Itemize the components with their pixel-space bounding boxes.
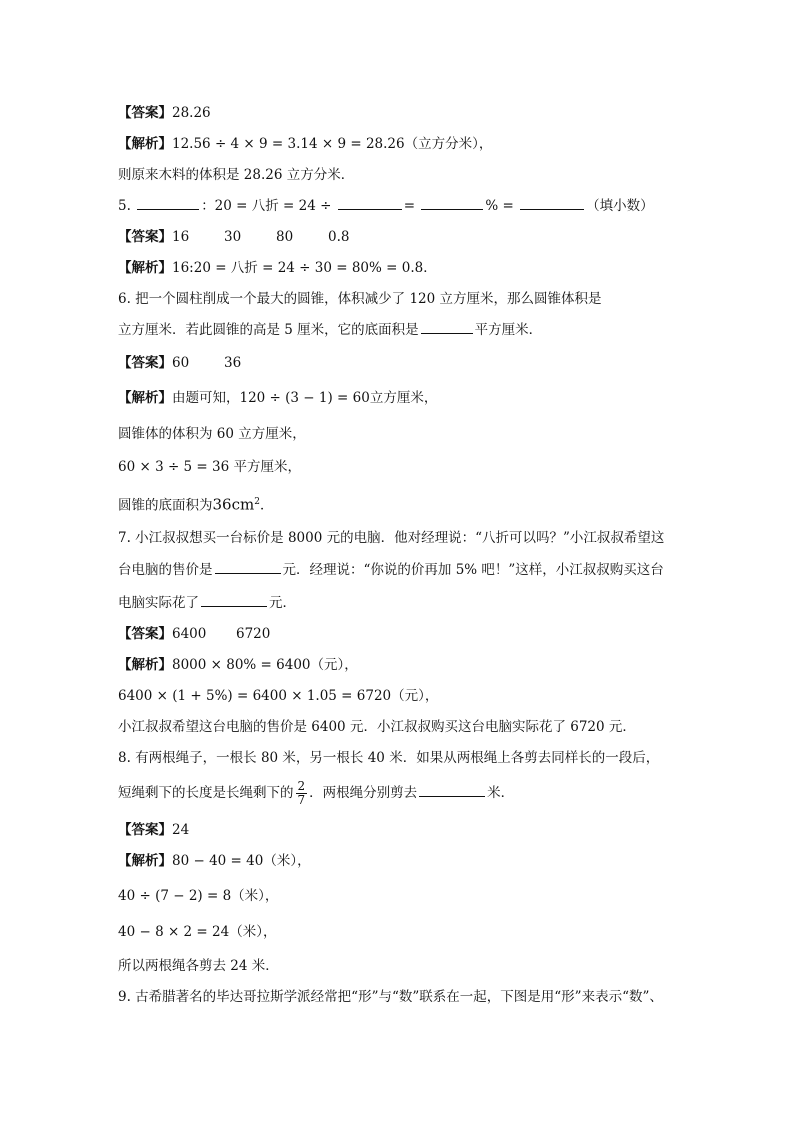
q5-answer-4: 0.8 — [328, 229, 350, 245]
q7-analysis-text: 8000 × 80% = 6400（元）， — [172, 657, 358, 673]
q6-step4-a: 圆锥的底面积为 — [118, 497, 213, 514]
q6-line2-a: 立方厘米．若此圆锥的高是 5 厘米，它的底面积是 — [118, 322, 419, 338]
q5-part3: % = — [485, 198, 514, 214]
q7-blank-2[interactable] — [201, 594, 267, 607]
q8-analysis — [118, 852, 311, 870]
q7-analysis — [118, 656, 358, 674]
q4-answer-value: 28.26 — [172, 105, 211, 121]
q7-blank-1[interactable] — [215, 561, 281, 574]
q9-question-line1: 9. 古希腊著名的毕达哥拉斯学派经常把“形”与“数”联系在一起，下图是用“形”来表示“数”、 — [118, 989, 663, 1005]
answer-label: 【答案】 — [118, 105, 172, 121]
q8-fraction-denominator: 7 — [297, 793, 306, 807]
q5-analysis — [118, 259, 437, 277]
q8-line2-c: 米． — [487, 785, 515, 801]
q5-answer-1: 16 — [172, 229, 190, 245]
q7-answer-1: 6400 — [172, 626, 207, 642]
q4-analysis-text: 12.56 ÷ 4 × 9 = 3.14 × 9 = 28.26（立方分米）， — [172, 136, 493, 152]
answer-label: 【答案】 — [118, 626, 172, 642]
q6-question-line1: 6. 把一个圆柱削成一个最大的圆锥，体积减少了 120 立方厘米，那么圆锥体积是 — [118, 291, 602, 307]
q7-conclusion: 小江叔叔希望这台电脑的售价是 6400 元．小江叔叔购买这台电脑实际花了 6720 元． — [118, 719, 636, 735]
answer-label: 【答案】 — [118, 229, 172, 245]
analysis-label: 【解析】 — [118, 136, 172, 152]
q8-fraction — [296, 780, 308, 807]
q4-analysis — [118, 135, 492, 153]
q5-number: 5. — [118, 198, 131, 214]
q5-blank-4[interactable] — [520, 197, 584, 210]
q8-conclusion: 所以两根绳各剪去 24 米． — [118, 958, 279, 974]
q7-line2-a: 台电脑的售价是 — [118, 562, 213, 578]
q7-question-line2 — [118, 561, 664, 579]
q7-line3-b: 元． — [269, 595, 296, 611]
analysis-label: 【解析】 — [118, 657, 172, 673]
analysis-label: 【解析】 — [118, 390, 172, 406]
q6-step4 — [118, 493, 273, 515]
q6-line2-b: 平方厘米． — [474, 322, 543, 338]
q7-answer-2: 6720 — [236, 626, 271, 642]
q5-answer-2: 30 — [224, 229, 242, 245]
q7-question-line3 — [118, 594, 296, 612]
q5-blank-3[interactable] — [421, 197, 483, 210]
q6-question-line2 — [118, 321, 542, 339]
q6-area-value: 36cm — [212, 495, 255, 514]
q8-question-line2 — [118, 780, 514, 807]
q6-analysis — [118, 389, 437, 407]
q6-step3: 60 × 3 ÷ 5 = 36 平方厘米， — [118, 459, 302, 475]
q5-analysis-text: 16:20 = 八折 = 24 ÷ 30 = 80% = 0.8． — [172, 260, 437, 276]
q8-blank[interactable] — [419, 784, 485, 797]
q6-blank[interactable] — [421, 321, 473, 334]
q4-answer — [118, 104, 211, 122]
analysis-label: 【解析】 — [118, 853, 172, 869]
q8-line2-a: 短绳剩下的长度是长绳剩下的 — [118, 785, 294, 801]
q5-blank-2[interactable] — [338, 197, 402, 210]
q5-blank-1[interactable] — [137, 197, 199, 210]
q6-answer — [118, 354, 276, 372]
q6-analysis-text: 由题可知，120 ÷ (3 − 1) = 60立方厘米， — [172, 390, 438, 406]
q5-part2: = — [403, 198, 416, 214]
q6-step4-c: ． — [259, 497, 274, 514]
q8-step3: 40 − 8 × 2 = 24（米）， — [118, 924, 277, 940]
q8-answer-value: 24 — [172, 822, 190, 838]
q7-question-line1: 7. 小江叔叔想买一台标价是 8000 元的电脑．他对经理说：“八折可以吗？”小江叔叔希望这 — [118, 530, 665, 546]
q5-part1: ：20 = 八折 = 24 ÷ — [201, 198, 332, 214]
q6-answer-2: 36 — [224, 355, 242, 371]
q8-step2: 40 ÷ (7 − 2) = 8（米）， — [118, 888, 279, 904]
answer-label: 【答案】 — [118, 822, 172, 838]
q7-line2-b: 元．经理说：“你说的价再加 5% 吧！”这样，小江叔叔购买这台 — [282, 562, 664, 578]
q8-fraction-numerator: 2 — [297, 779, 306, 793]
q6-step2: 圆锥体的体积为 60 立方厘米， — [118, 426, 306, 442]
q7-step2: 6400 × (1 + 5%) = 6400 × 1.05 = 6720（元）， — [118, 688, 439, 704]
q7-line3-a: 电脑实际花了 — [118, 595, 199, 611]
q5-question — [118, 197, 654, 215]
q5-part4: （填小数） — [586, 198, 654, 214]
q5-answer — [118, 228, 380, 246]
q8-question-line1: 8. 有两根绳子，一根长 80 米，另一根长 40 米．如果从两根绳上各剪去同样长的一段后， — [118, 750, 660, 766]
q8-answer — [118, 821, 189, 839]
q5-answer-3: 80 — [276, 229, 294, 245]
q8-analysis-text: 80 − 40 = 40（米）， — [172, 853, 311, 869]
q7-answer — [118, 625, 288, 643]
answer-label: 【答案】 — [118, 355, 172, 371]
q6-answer-1: 60 — [172, 355, 190, 371]
analysis-label: 【解析】 — [118, 260, 172, 276]
q6-area-exponent: 2 — [254, 497, 260, 507]
q8-line2-b: ．两根绳分别剪去 — [309, 785, 418, 801]
q4-conclusion: 则原来木料的体积是 28.26 立方分米． — [118, 167, 355, 183]
